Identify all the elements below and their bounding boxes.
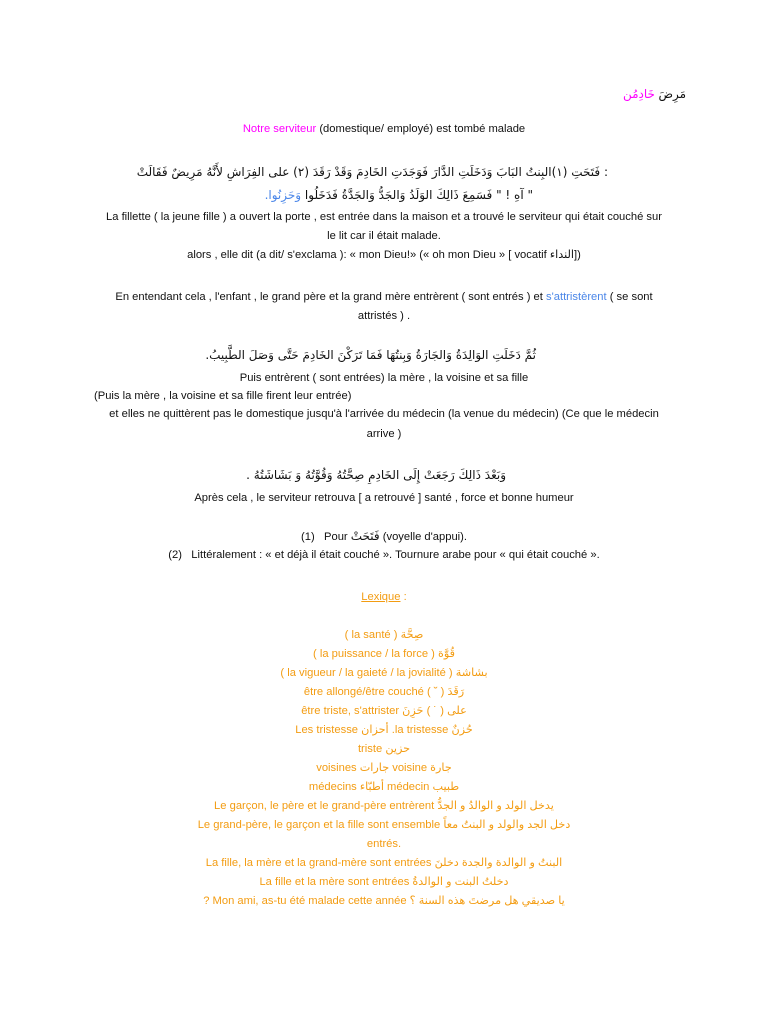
lexique-entry: ? Mon ami, as-tu été malade cette année يا صديقي هل مرضتَ هذه السنة ؟ bbox=[203, 895, 565, 907]
footnote-1-arabic: فَتَحَتْ bbox=[350, 529, 380, 543]
lexique-entry: ( la santé ) صِحَّة bbox=[344, 629, 424, 641]
lexique-entry: Le grand-père, le garçon et la fille sont ensemble دخل الجد والولد و البنتُ معاً bbox=[197, 819, 571, 831]
lexique-entry: être allongé/être couché ( ˘ ) رَقَدَ bbox=[303, 686, 465, 698]
title-word-2: خَادِمُن bbox=[622, 87, 655, 101]
lexique-entry: triste حزين bbox=[357, 743, 411, 755]
french-paragraph-1-line-1: La fillette ( la jeune fille ) a ouvert la porte , est entrée dans la maison et a trouvé le serviteur qui était couché sur bbox=[106, 211, 662, 223]
footnote-1 bbox=[80, 528, 688, 545]
lexique-entry: être triste, s'attrister على ( ˙ ) حَزِنَ bbox=[301, 705, 467, 717]
subtitle bbox=[80, 121, 688, 137]
french-paragraph-2-line-2: attristés ) . bbox=[357, 310, 411, 322]
lexique-title: Lexique bbox=[361, 591, 401, 603]
arabic-line-4: وَبَعْدَ ذَالِكَ رَجَعَتْ إِلَى الخَادِمِ صِحَّتُهُ وَقُوَّتُهُ وَ بَشَاشَتُهُ . bbox=[246, 468, 506, 482]
footnote-2-number: (2) bbox=[168, 549, 182, 561]
footnote-1-number: (1) bbox=[301, 531, 315, 543]
french-paragraph-2-text-b: ( se sont bbox=[606, 291, 653, 303]
footnote-1-text-a: Pour bbox=[324, 531, 351, 543]
lexique-heading bbox=[80, 589, 688, 605]
french-paragraph-4: Après cela , le serviteur retrouva [ a retrouvé ] santé , force et bonne humeur bbox=[194, 492, 574, 504]
footnote-2-text: Littéralement : « et déjà il était couché ». Tournure arabe pour « qui était couché ». bbox=[191, 549, 600, 561]
french-paragraph-1-line-2: le lit car il était malade. bbox=[327, 230, 441, 242]
french-paragraph-3-line-3: et elles ne quittèrent pas le domestique jusqu'à l'arrivée du médecin (la venue du médecin) (Ce que le médecin bbox=[109, 408, 659, 420]
footnote-2 bbox=[80, 547, 688, 563]
lexique-entry: médecins أطبّاء médecin طبيب bbox=[308, 781, 460, 793]
lexique-colon: : bbox=[400, 591, 407, 603]
document-title bbox=[623, 87, 686, 101]
arabic-line-3: ثُمَّ دَخَلَتِ الوَالِدَةُ وَالجَارَةُ وَبِنتُهَا فَمَا تَرَكْنَ الخَادِمَ حَتَّى وَصَلَ الطَّبِيبُ. bbox=[205, 348, 536, 362]
lexique-entry: Le garçon, le père et le grand-père entrèrent يدخل الولد و الوالدُ و الجدُّ bbox=[214, 800, 554, 812]
french-paragraph-3-line-4: arrive ) bbox=[366, 428, 402, 440]
french-paragraph-3-line-2: (Puis la mère , la voisine et sa fille firent leur entrée) bbox=[94, 390, 352, 402]
arabic-line-2-text: " آهِ ! " فَسَمِعَ ذَالِكَ الوَلَدُ وَالجَدُّ وَالجَدَّةُ فَدَخَلُوا bbox=[304, 188, 533, 202]
lexique-entry: La fille et la mère sont entrées دخلتُ البنت و الوالدةُ bbox=[259, 876, 509, 888]
subtitle-highlight: Notre serviteur bbox=[242, 123, 317, 135]
french-exclamation-line: alors , elle dit (a dit/ s'exclama ): « mon Dieu!» (« oh mon Dieu » [ vocatif النداء]) bbox=[187, 249, 581, 261]
title-word-1: مَرِضَ bbox=[658, 87, 686, 101]
lexique-entry: entrés. bbox=[366, 838, 402, 850]
arabic-line-1: : فَتَحَتِ (١)البِنتُ البَابَ وَدَخَلَتِ الدَّارَ فَوَجَدَتِ الخَادِمَ وَقَدْ رَقَدَ (٢) على الفِرَاشِ لأَنَّهُ مَرِيضٌ فَقَالَتْ bbox=[136, 165, 608, 179]
french-paragraph-2-highlight: s'attristèrent bbox=[546, 291, 607, 303]
lexique-entry: ( la puissance / la force ) قُوَّة bbox=[313, 648, 455, 660]
lexique-entry: Les tristesse أحزان .la tristesse حُزنٌ bbox=[295, 724, 473, 736]
lexique-entry: voisines جارات voisine جارة bbox=[316, 762, 452, 774]
arabic-line-2-highlight: وَحَزِنُوا. bbox=[264, 188, 302, 202]
lexique-entry: La fille, la mère et la grand-mère sont entrées البنتُ و الوالدة والجدة دخلنَ bbox=[205, 857, 563, 869]
footnote-1-text-b: (voyelle d'appui). bbox=[379, 531, 467, 543]
french-paragraph-2-line-1 bbox=[80, 289, 688, 305]
subtitle-text: (domestique/ employé) est tombé malade bbox=[316, 123, 526, 135]
french-paragraph-2-text-a: En entendant cela , l'enfant , le grand père et la grand mère entrèrent ( sont entrés ) et bbox=[115, 291, 547, 303]
arabic-line-2 bbox=[80, 187, 533, 203]
lexique-entry: ( la vigueur / la gaieté / la jovialité ) بشاشة bbox=[280, 667, 488, 679]
french-paragraph-3-line-1: Puis entrèrent ( sont entrées) la mère , la voisine et sa fille bbox=[239, 372, 529, 384]
